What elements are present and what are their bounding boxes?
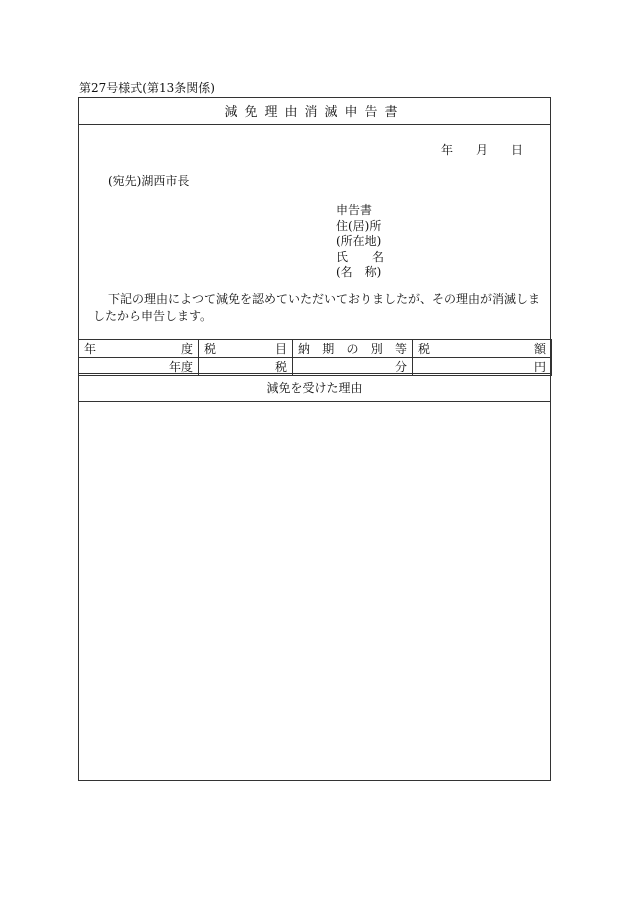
- form-title: 減免理由消滅申告書: [78, 97, 551, 125]
- applicant-block: [336, 203, 384, 281]
- applicant-name-label: 氏 名: [336, 249, 385, 264]
- cell-year-unit[interactable]: 年度: [79, 358, 199, 376]
- statement-text: 下記の理由によつて減免を認めていただいておりましたが、その理由が消滅しましたから申告します。: [93, 292, 541, 323]
- header-tax-item: 税 目: [204, 342, 287, 356]
- applicant-location-label: (所在地): [336, 234, 382, 248]
- cell-period-unit[interactable]: 分: [293, 358, 413, 376]
- header-tax-amount: 税 額: [418, 342, 546, 356]
- tax-table-header-row: [79, 340, 552, 358]
- date-month-label: 月: [476, 143, 489, 157]
- applicant-heading: 申告書: [336, 203, 373, 217]
- reason-field[interactable]: [79, 402, 550, 780]
- addressee: (宛先)湖西市長: [108, 174, 190, 188]
- applicant-address-label: 住(居)所: [336, 218, 382, 233]
- reason-heading: 減免を受けた理由: [78, 373, 551, 402]
- cell-tax-unit[interactable]: 税: [199, 358, 293, 376]
- header-payment-period: 納 期 の 別 等: [298, 342, 407, 356]
- date-year-label: 年: [441, 143, 454, 157]
- applicant-corp-name-label: (名 称): [336, 265, 382, 279]
- header-year: 年 度: [84, 342, 193, 356]
- date-day-label: 日: [511, 143, 524, 157]
- tax-table: [78, 339, 552, 376]
- form-number-caption: 第27号様式(第13条関係): [79, 81, 215, 95]
- date-line: [441, 141, 523, 158]
- cell-amount-unit[interactable]: 円: [413, 358, 552, 376]
